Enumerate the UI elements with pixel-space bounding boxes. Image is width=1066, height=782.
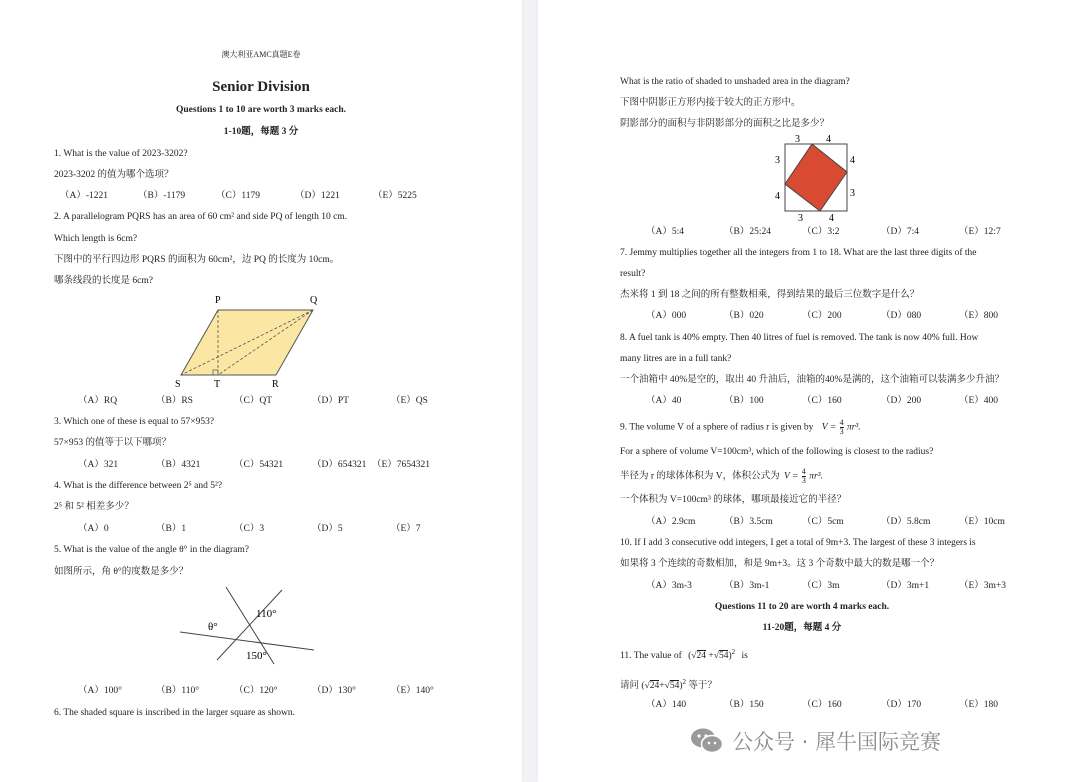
q6-option-b: （B）25:24 [724,227,771,237]
q11-cn-expression: $(√24+√54)^2$ [641,678,687,692]
label-150: 150° [246,650,267,662]
q11-text-cn [620,676,717,692]
q6-option-c: （C）3:2 [802,227,840,237]
q1-option-a: （A）-1221 [60,191,109,201]
q9-text-en-1 [620,419,861,436]
q5-option-a: （A）100° [78,686,122,696]
watermark-text: 公众号 · 犀牛国际竞赛 [732,730,942,754]
q1-option-c: （C）1179 [216,191,260,201]
q1-option-b: （B）-1179 [138,191,186,201]
q2-option-e: （E）QS [391,396,428,406]
q8-option-a: （A）40 [646,396,682,406]
q11-option-b: （B）150 [724,700,764,710]
q7-text-en-1: 7. Jemmy multiplies together all the integers from 1 to 18. What are the last three digits of the [620,248,977,258]
q4-option-d: （D）5 [312,524,343,534]
q3-option-a: （A）321 [78,460,119,470]
q2-text-cn-2: 哪条线段的长度是 6cm? [54,276,153,286]
q8-option-c: （C）160 [802,396,842,406]
label-t: T [214,379,221,390]
label-q: Q [310,295,318,306]
cn-formula-numerator: 4 [801,467,806,476]
q11-option-a: （A）140 [646,700,687,710]
cn-formula-fraction [802,468,806,485]
q11-expression: $(√24 +√54)^2$ [688,648,736,662]
q10-text-cn: 如果将 3 个连续的奇数相加，和是 9m+3。这 3 个奇数中最大的数是哪一个？ [620,559,940,569]
q4-option-c: （C）3 [234,524,265,534]
q11-cn-post: 等于？ [688,681,717,692]
q9-option-a: （A）2.9cm [646,517,696,527]
q11-option-d: （D）170 [881,700,922,710]
q11-radicand-1: 24 [696,651,706,662]
q11-option-c: （C）160 [802,700,842,710]
q8-option-d: （D）200 [881,396,922,406]
wechat-icon [690,727,724,755]
left-page [0,0,522,782]
label-top-4: 4 [826,134,831,145]
label-top-3: 3 [795,134,800,145]
label-right-4: 4 [850,155,855,166]
q10-option-a: （A）3m-3 [646,581,692,591]
q11-cn-radicand-1: 24 [649,681,660,692]
formula-denominator: 3 [839,427,844,436]
q11-cn-radicand-2: 54 [669,681,680,692]
label-p: P [215,295,221,306]
q2-option-a: （A）RQ [78,396,118,406]
q9-option-e: （E）10cm [959,517,1005,527]
q2-text-en-1: 2. A parallelogram PQRS has an area of 60 cm² and side PQ of length 10 cm. [54,212,348,222]
formula-fraction [840,419,844,436]
cn-formula-tail: πr³. [809,471,823,482]
q3-option-b: （B）4321 [156,460,201,470]
q4-text-cn: 2⁵ 和 5² 相差多少？ [54,502,134,512]
q6-text-en: What is the ratio of shaded to unshaded area in the diagram? [620,77,850,87]
exam-header: 澳大利亚AMC真题E卷 [221,50,301,59]
q6-option-d: （D）7:4 [881,227,920,237]
q3-text-cn: 57×953 的值等于以下哪项？ [54,438,171,448]
q10-option-d: （D）3m+1 [881,581,930,591]
q11-cn-plus: + [659,681,665,692]
q6-option-a: （A）5:4 [646,227,685,237]
q2-option-c: （C）QT [234,396,273,406]
q7-option-c: （C）200 [802,311,842,321]
q9-formula [822,419,861,436]
q9-cn-formula [784,468,823,485]
q11-cn-pre: 请问 [620,681,640,692]
division-title: Senior Division [212,79,310,95]
label-left-3: 3 [775,155,780,166]
q3-option-d: （D）654321 [312,460,367,470]
q4-option-e: （E）7 [391,524,421,534]
q5-option-d: （D）130° [312,686,356,696]
q4-text-en: 4. What is the difference between 2⁵ and 5²? [54,481,223,491]
q7-option-b: （B）020 [724,311,764,321]
q9-intro: 9. The volume V of a sphere of radius r is given by [620,422,814,433]
formula-tail: πr³. [846,422,861,433]
q1-text-cn: 2023-3202 的值为哪个选项？ [54,170,174,180]
label-r: R [272,379,279,390]
q11-option-e: （E）180 [959,700,999,710]
angle-diagram [172,582,322,672]
q2-text-cn-1: 下图中的平行四边形 PQRS 的面积为 60cm²，边 PQ 的长度为 10cm。 [54,255,340,265]
cn-formula-v: V = [784,471,799,482]
q9-text-cn-1 [620,468,823,485]
section-heading-en: Questions 1 to 10 are worth 3 marks each. [175,105,347,115]
cn-formula-denominator: 3 [801,476,806,485]
right-page [538,0,1066,782]
q7-text-en-2: result? [620,269,646,279]
watermark [690,726,941,756]
q5-option-b: （B）110° [156,686,200,696]
q5-option-c: （C）120° [234,686,278,696]
section-heading-cn: 1-10题，每题 3 分 [223,127,299,137]
q5-option-e: （E）140° [391,686,434,696]
q6-text-en-intro: 6. The shaded square is inscribed in the larger square as shown. [54,708,296,718]
q3-text-en: 3. Which one of these is equal to 57×953? [54,417,215,427]
label-s: S [175,379,181,390]
q8-text-en-1: 8. A fuel tank is 40% empty. Then 40 litres of fuel is removed. The tank is now 40% full. How [620,333,979,343]
section2-heading-en: Questions 11 to 20 are worth 4 marks each. [714,602,890,612]
q10-option-e: （E）3m+3 [959,581,1007,591]
q6-option-e: （E）12:7 [959,227,1001,237]
q8-option-e: （E）400 [959,396,999,406]
q4-option-b: （B）1 [156,524,187,534]
label-left-4: 4 [775,191,780,202]
q2-text-en-2: Which length is 6cm? [54,234,138,244]
line-1 [180,632,314,650]
label-bottom-4: 4 [829,213,834,224]
q3-option-e: （E）7654321 [372,460,431,470]
q6-text-cn-2: 阴影部分的面积与非阴影部分的面积之比是多少？ [620,119,830,129]
q2-option-d: （D）PT [312,396,349,406]
q8-text-en-2: many litres are in a full tank? [620,354,732,364]
label-theta: θ° [208,621,218,633]
q8-option-b: （B）100 [724,396,764,406]
q9-text-en-2: For a sphere of volume V=100cm³, which of the following is closest to the radius? [620,447,934,457]
q9-text-cn-2: 一个体积为 V=100cm³ 的球体，哪项最接近它的半径？ [620,495,847,505]
q10-text-en: 10. If I add 3 consecutive odd integers, I get a total of 9m+3. The largest of these 3 integers is [620,538,976,548]
q1-option-d: （D）1221 [295,191,340,201]
label-right-3: 3 [850,188,855,199]
q11-en-post: is [741,651,748,662]
q5-text-cn: 如图所示，角 θ°的度数是多少？ [54,567,189,577]
q7-option-d: （D）080 [881,311,922,321]
q11-text-en [620,646,748,662]
q6-text-cn-1: 下图中阴影正方形内接于较大的正方形中。 [620,98,801,108]
q2-option-b: （B）RS [156,396,193,406]
q9-cn-intro: 半径为 r 的球体体积为 V，体积公式为 [620,471,780,482]
q1-option-e: （E）5225 [373,191,417,201]
inscribed-square-diagram [768,132,858,224]
q4-option-a: （A）0 [78,524,109,534]
q11-cn-exponent: 2 [682,678,687,686]
q11-plus: + [708,651,714,662]
parallelogram-diagram [170,290,330,390]
q8-text-cn: 一个油箱中 40%是空的，取出 40 升油后，油箱的40%是满的，这个油箱可以装满多少升油？ [620,375,1004,385]
q7-text-cn: 杰米将 1 到 18 之间的所有整数相乘，得到结果的最后三位数字是什么？ [620,290,920,300]
q9-option-b: （B）3.5cm [724,517,773,527]
label-bottom-3: 3 [798,213,803,224]
q1-text-en: 1. What is the value of 2023-3202? [54,149,188,159]
q11-radicand-2: 54 [718,651,729,662]
q9-option-c: （C）5cm [802,517,844,527]
q11-en-pre: 11. The value of [620,651,682,662]
formula-v: V = [821,422,837,433]
q10-option-b: （B）3m-1 [724,581,770,591]
q3-option-c: （C）54321 [234,460,284,470]
q7-option-a: （A）000 [646,311,687,321]
q10-option-c: （C）3m [802,581,840,591]
label-110: 110° [256,608,277,620]
q7-option-e: （E）800 [959,311,999,321]
q5-text-en: 5. What is the value of the angle θ° in the diagram? [54,545,249,555]
q11-exponent: 2 [731,648,736,656]
formula-numerator: 4 [839,418,844,427]
q9-option-d: （D）5.8cm [881,517,931,527]
section2-heading-cn: 11-20题，每题 4 分 [762,623,842,633]
